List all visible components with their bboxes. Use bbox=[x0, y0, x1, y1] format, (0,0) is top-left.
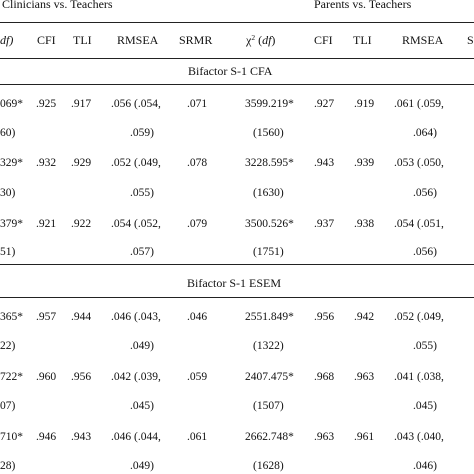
cell-tli-2: .961 bbox=[354, 431, 375, 443]
col-header-rmsea-2: RMSEA bbox=[402, 33, 444, 47]
cell-chi-square: 3599.219* bbox=[245, 98, 294, 110]
cell-tli-2: .939 bbox=[354, 157, 375, 169]
cell-rmsea-2-upper: .045) bbox=[413, 400, 437, 412]
cell-cfi-2: .968 bbox=[314, 371, 335, 383]
cell-left-chi: 710* bbox=[0, 431, 23, 443]
cell-tli: .956 bbox=[71, 371, 92, 383]
cell-srmr: .061 bbox=[187, 431, 208, 443]
cell-rmsea-upper: .059) bbox=[130, 127, 154, 139]
cell-cfi: .932 bbox=[36, 157, 57, 169]
cell-df: (1507) bbox=[253, 400, 284, 412]
cell-left-df: 60) bbox=[0, 127, 16, 139]
cell-df: (1322) bbox=[253, 340, 284, 352]
cell-left-chi: 722* bbox=[0, 371, 23, 383]
cell-rmsea-2-upper: .046) bbox=[413, 460, 437, 472]
cell-rmsea-2: .053 (.050, bbox=[394, 157, 444, 169]
cell-rmsea-2-upper: .064) bbox=[413, 127, 437, 139]
cell-df: (1628) bbox=[253, 460, 284, 472]
cell-df: (1751) bbox=[253, 246, 284, 258]
cell-rmsea-2: .043 (.040, bbox=[394, 431, 444, 443]
cell-rmsea-2-upper: .055) bbox=[413, 340, 437, 352]
cell-srmr: .079 bbox=[187, 218, 208, 230]
cell-cfi: .921 bbox=[36, 218, 57, 230]
cell-rmsea-upper: .049) bbox=[130, 460, 154, 472]
cell-tli-2: .938 bbox=[354, 218, 375, 230]
col-header-srmr: SRMR bbox=[179, 33, 213, 47]
col-header-rmsea: RMSEA bbox=[117, 33, 159, 47]
cell-rmsea-2-upper: .056) bbox=[413, 187, 437, 199]
cell-left-chi: 379* bbox=[0, 218, 23, 230]
cell-rmsea-2-upper: .056) bbox=[413, 246, 437, 258]
cell-cfi-2: .943 bbox=[314, 157, 335, 169]
cell-chi-square: 3228.595* bbox=[245, 157, 294, 169]
cell-tli: .917 bbox=[71, 98, 92, 110]
cell-cfi: .925 bbox=[36, 98, 57, 110]
cell-rmsea: .056 (.054, bbox=[111, 98, 161, 110]
cell-rmsea: .052 (.049, bbox=[111, 157, 161, 169]
cell-tli: .943 bbox=[71, 431, 92, 443]
cell-rmsea: .046 (.043, bbox=[111, 311, 161, 323]
cell-srmr: .059 bbox=[187, 371, 208, 383]
section-divider-esem bbox=[0, 297, 474, 298]
col-header-tli-2: TLI bbox=[353, 33, 372, 47]
section-divider-cfa bbox=[0, 84, 474, 85]
col-header-srmr-2-fragment: S bbox=[467, 33, 474, 47]
cell-rmsea-2: .052 (.049, bbox=[394, 311, 444, 323]
group-header-parents-teachers: Parents vs. Teachers bbox=[314, 0, 412, 11]
cell-cfi-2: .963 bbox=[314, 431, 335, 443]
cell-rmsea-upper: .045) bbox=[130, 400, 154, 412]
cell-rmsea-upper: .057) bbox=[130, 246, 154, 258]
cell-left-df: 30) bbox=[0, 187, 16, 199]
cell-tli: .922 bbox=[71, 218, 92, 230]
cell-srmr: .071 bbox=[187, 98, 208, 110]
cell-tli-2: .919 bbox=[354, 98, 375, 110]
cell-chi-square: 2662.748* bbox=[245, 431, 294, 443]
cell-rmsea: .054 (.052, bbox=[111, 218, 161, 230]
col-header-tli: TLI bbox=[73, 33, 92, 47]
cell-chi-square: 2407.475* bbox=[245, 371, 294, 383]
cell-cfi-2: .937 bbox=[314, 218, 335, 230]
cell-tli: .929 bbox=[71, 157, 92, 169]
cell-left-df: 51) bbox=[0, 246, 16, 258]
cell-rmsea-2: .061 (.059, bbox=[394, 98, 444, 110]
cell-left-df: 28) bbox=[0, 460, 16, 472]
cell-left-chi: 365* bbox=[0, 311, 23, 323]
col-header-chi-square-df: $\chi^2$ (df) bbox=[246, 33, 276, 47]
group-divider-line bbox=[0, 22, 474, 23]
cell-chi-square: 3500.526* bbox=[245, 218, 294, 230]
cell-left-chi: 329* bbox=[0, 157, 23, 169]
cell-rmsea-upper: .055) bbox=[130, 187, 154, 199]
cell-rmsea-upper: .049) bbox=[130, 340, 154, 352]
cell-srmr: .046 bbox=[187, 311, 208, 323]
cell-tli-2: .963 bbox=[354, 371, 375, 383]
cell-cfi-2: .956 bbox=[314, 311, 335, 323]
cell-rmsea-2: .054 (.051, bbox=[394, 218, 444, 230]
col-header-cfi-2: CFI bbox=[314, 33, 333, 47]
col-header-cfi: CFI bbox=[37, 33, 56, 47]
cell-cfi: .957 bbox=[36, 311, 57, 323]
cell-cfi-2: .927 bbox=[314, 98, 335, 110]
cell-rmsea: .042 (.039, bbox=[111, 371, 161, 383]
col-header-df-fragment: df) bbox=[0, 33, 14, 47]
cell-rmsea: .046 (.044, bbox=[111, 431, 161, 443]
cell-df: (1560) bbox=[253, 127, 284, 139]
cell-tli: .944 bbox=[71, 311, 92, 323]
cell-tli-2: .942 bbox=[354, 311, 375, 323]
section-title-esem: Bifactor S-1 ESEM bbox=[187, 276, 281, 290]
cell-cfi: .960 bbox=[36, 371, 57, 383]
cell-left-df: 22) bbox=[0, 340, 16, 352]
cell-srmr: .078 bbox=[187, 157, 208, 169]
cell-df: (1630) bbox=[253, 187, 284, 199]
section-title-cfa: Bifactor S-1 CFA bbox=[188, 64, 273, 78]
cell-rmsea-2: .041 (.038, bbox=[394, 371, 444, 383]
cell-cfi: .946 bbox=[36, 431, 57, 443]
cell-chi-square: 2551.849* bbox=[245, 311, 294, 323]
header-divider-line bbox=[0, 58, 474, 59]
cell-left-df: 07) bbox=[0, 400, 16, 412]
cell-left-chi: 069* bbox=[0, 98, 23, 110]
section-divider-esem-top bbox=[0, 264, 474, 265]
group-header-clinicians-teachers: Clinicians vs. Teachers bbox=[2, 0, 113, 11]
